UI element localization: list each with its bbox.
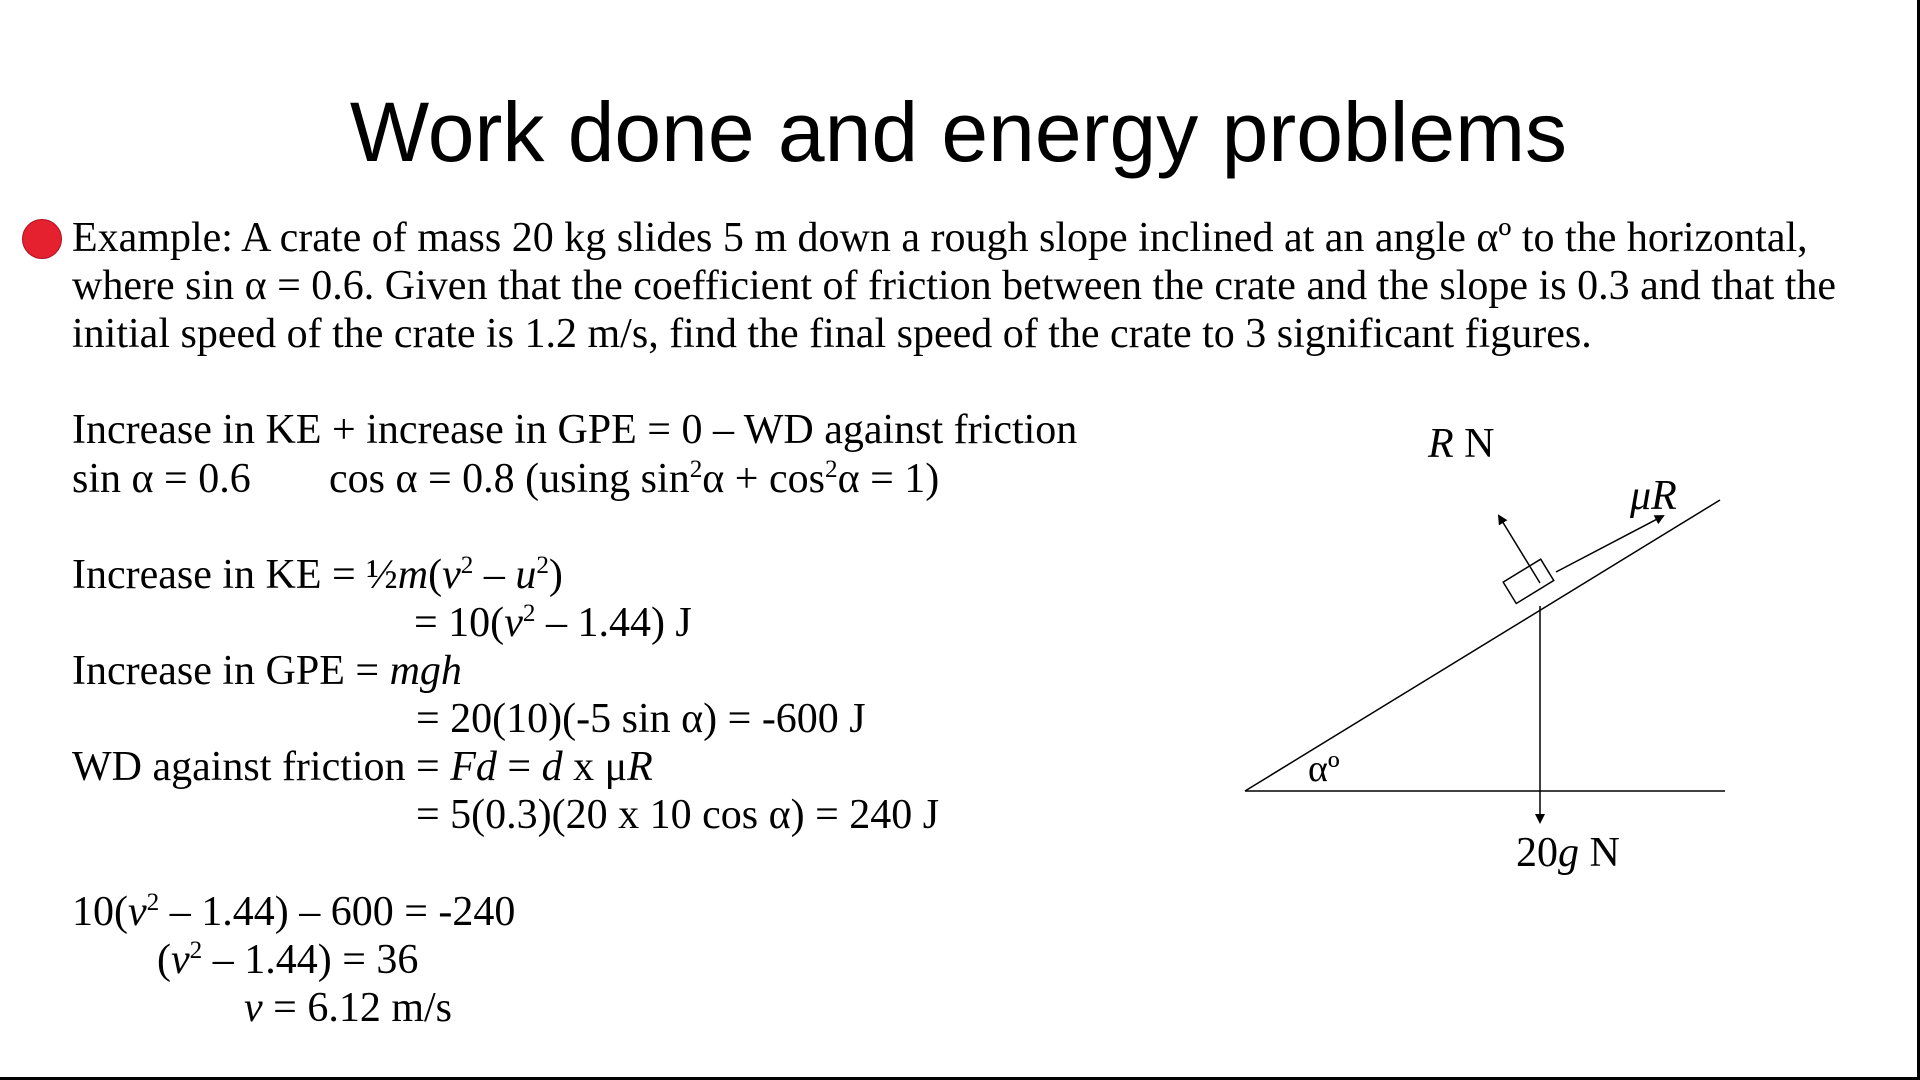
- reaction-label: R N: [1428, 421, 1495, 467]
- crate: [1503, 559, 1554, 603]
- final-answer: v = 6.12 m/s: [244, 985, 453, 1031]
- final-step-1: $10(v^2 - 1.44) - 600 = -240$: [72, 888, 516, 935]
- bullet-dot: [22, 219, 62, 259]
- wd-result: = 5(0.3)(20 x 10 cos α) = 240 J: [416, 792, 940, 838]
- wd-formula: WD against friction = Fd = d x μR: [72, 744, 653, 790]
- gpe-result: = 20(10)(-5 sin α) = -600 J: [416, 696, 866, 742]
- friction-label: μR: [1630, 473, 1677, 519]
- slide-title: Work done and energy problems: [349, 85, 1568, 179]
- problem-statement: Example: A crate of mass 20 kg slides 5 m down a rough slope inclined at an angle αº to the horizontal, where sin α = 0.6. Given that the coefficient of friction between the crate and the slope is 0.3 and that the initial speed of the crate is 1.2 m/s, find the final speed of the crate to 3 significant figures.: [72, 215, 1836, 357]
- ke-result: = $10(v^2 - 1.44)$ J: [414, 599, 692, 646]
- ke-formula: Increase in KE = $\frac{1}{2}m(v^2 - u^2)$: [72, 551, 563, 598]
- sin-value: sin α = 0.6: [72, 456, 251, 502]
- gpe-formula: Increase in GPE = mgh: [72, 648, 462, 694]
- cos-identity: cos α = 0.8 (using $\sin^2\alpha + \cos^2\alpha = 1$): [329, 455, 940, 502]
- angle-label: αº: [1308, 748, 1340, 790]
- weight-label: 20g N: [1516, 830, 1620, 876]
- energy-equation: Increase in KE + increase in GPE = 0 – WD against friction: [72, 407, 1078, 453]
- force-diagram: [1220, 400, 1740, 880]
- final-step-2: $(v^2 - 1.44) = 36$: [157, 936, 419, 983]
